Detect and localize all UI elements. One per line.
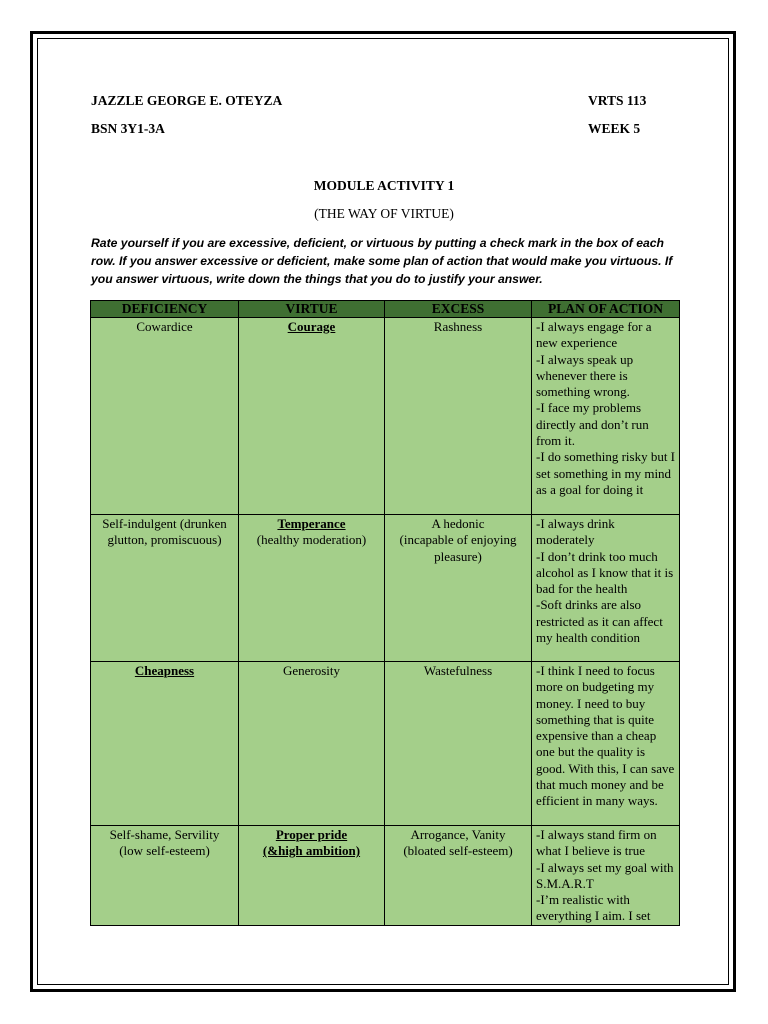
table-header-row xyxy=(91,301,680,318)
plan-of-action-cell xyxy=(532,662,680,826)
excess-name: Wastefulness xyxy=(423,663,493,678)
plan-item: -I always engage for a new experience xyxy=(536,319,652,351)
instructions: Rate yourself if you are excessive, deficient, or virtuous by putting a check mark in the box of each row. If you answer excessive or deficient, make some plan of action that would make you virtuous. If you answer virtuous, write down the things that you do to justify your answer. xyxy=(91,236,673,286)
plan-item: -I always stand firm on what I believe is true xyxy=(536,827,657,859)
plan-item: -I always speak up whenever there is something wrong. xyxy=(536,351,634,400)
virtue-note: (&high ambition) xyxy=(262,843,361,859)
excess-note: (incapable of enjoying pleasure) xyxy=(399,532,517,564)
virtue-cell xyxy=(239,826,385,926)
table-row xyxy=(91,826,680,926)
virtue-cell xyxy=(239,515,385,662)
deficiency-cell xyxy=(91,662,239,826)
column-header-plan: PLAN OF ACTION xyxy=(532,301,680,318)
column-header-excess: EXCESS xyxy=(385,301,532,318)
virtue-name: Proper pride xyxy=(275,827,348,842)
table-row xyxy=(91,515,680,662)
excess-note: (bloated self-esteem) xyxy=(403,843,513,859)
module-title: MODULE ACTIVITY 1 xyxy=(313,178,455,193)
plan-of-action-cell xyxy=(532,318,680,515)
plan-item: -Soft drinks are also restricted as it can affect my health condition xyxy=(536,597,663,646)
deficiency-name: Cheapness xyxy=(134,663,195,678)
column-header-deficiency: DEFICIENCY xyxy=(91,301,239,318)
plan-item: -I don’t drink too much alcohol as I know that it is bad for the health xyxy=(536,548,674,597)
deficiency-name: Self-shame, Servility xyxy=(109,827,220,842)
deficiency-name: Self-indulgent (drunken glutton, promiscuous) xyxy=(102,516,227,548)
deficiency-cell xyxy=(91,318,239,515)
table-row xyxy=(91,318,680,515)
virtue-cell xyxy=(239,662,385,826)
virtue-table xyxy=(90,300,680,926)
virtue-name: Generosity xyxy=(282,663,341,678)
excess-name: Arrogance, Vanity xyxy=(410,827,506,842)
plan-item: -I always set my goal with S.M.A.R.T xyxy=(536,859,674,891)
week-label: WEEK 5 xyxy=(588,121,641,136)
virtue-cell xyxy=(239,318,385,515)
subject-code: VRTS 113 xyxy=(588,93,647,108)
plan-of-action-cell xyxy=(532,515,680,662)
plan-of-action-cell xyxy=(532,826,680,926)
table-row xyxy=(91,662,680,826)
deficiency-cell xyxy=(91,826,239,926)
plan-item: -I face my problems directly and don’t run from it. xyxy=(536,400,649,449)
plan-item: -I think I need to focus more on budgeting my money. I need to buy something that is quite expensive than a cheap one but the quality is good. With this, I can save that much money and be efficient in many ways. xyxy=(536,663,675,809)
virtue-name: Temperance xyxy=(277,516,346,531)
module-subtitle: (THE WAY OF VIRTUE) xyxy=(314,206,454,221)
course-section: BSN 3Y1-3A xyxy=(91,121,165,136)
plan-item: -I always drink moderately xyxy=(536,516,615,548)
student-name: JAZZLE GEORGE E. OTEYZA xyxy=(91,93,283,108)
table-body xyxy=(91,318,680,926)
excess-cell xyxy=(385,318,532,515)
excess-cell xyxy=(385,515,532,662)
virtue-note: (healthy moderation) xyxy=(256,532,367,548)
excess-cell xyxy=(385,662,532,826)
virtue-name: Courage xyxy=(287,319,336,334)
plan-item: -I do something risky but I set something in my mind as a goal for doing it xyxy=(536,449,676,497)
excess-cell xyxy=(385,826,532,926)
excess-name: Rashness xyxy=(433,319,483,334)
column-header-virtue: VIRTUE xyxy=(239,301,385,318)
deficiency-name: Cowardice xyxy=(136,319,193,334)
deficiency-note: (low self-esteem) xyxy=(119,843,210,859)
excess-name: A hedonic xyxy=(431,516,485,531)
plan-item: -I’m realistic with everything I aim. I set xyxy=(536,892,651,924)
deficiency-cell xyxy=(91,515,239,662)
